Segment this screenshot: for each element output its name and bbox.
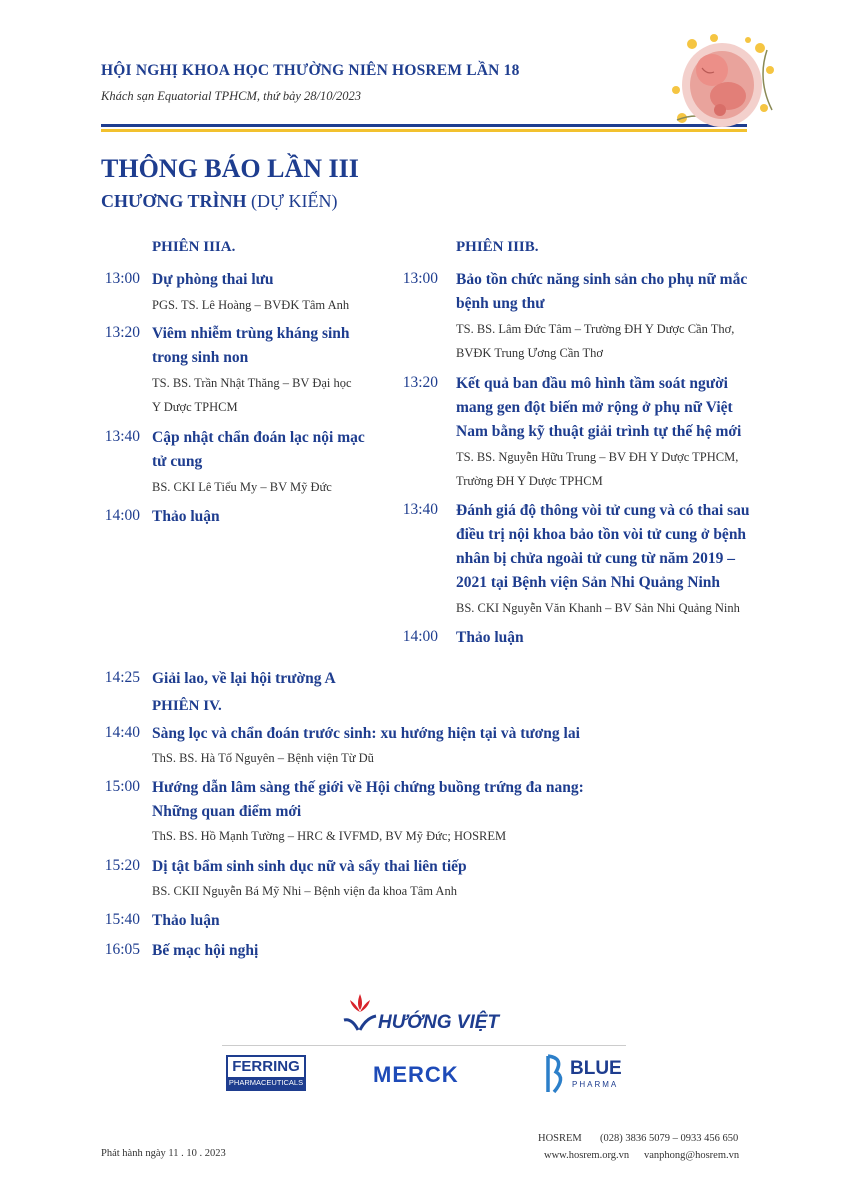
session-b-item-time: 13:20 xyxy=(402,374,438,391)
session-b-item-speaker: Trường ĐH Y Dược TPHCM xyxy=(456,474,603,488)
program-title xyxy=(101,191,337,212)
session-b-item-title: Nam bằng kỹ thuật giải trình tự thế hệ mới xyxy=(456,423,742,440)
session-b-item-title: Thảo luận xyxy=(456,629,524,646)
session-iv-title: PHIÊN IV. xyxy=(152,698,222,714)
conference-title: HỘI NGHỊ KHOA HỌC THƯỜNG NIÊN HOSREM LẦN 18 xyxy=(101,62,520,79)
session-c-item-time: 14:40 xyxy=(104,724,140,741)
session-b-item-speaker: TS. BS. Nguyễn Hữu Trung – BV ĐH Y Dược TPHCM, xyxy=(456,450,739,464)
footer-phone: (028) 3836 5079 – 0933 456 650 xyxy=(600,1133,739,1144)
session-b-item-time: 14:00 xyxy=(402,628,438,645)
header-rule-blue xyxy=(101,124,747,127)
blue-pharma-icon xyxy=(538,1052,568,1096)
session-b-item-speaker: TS. BS. Lâm Đức Tâm – Trường ĐH Y Dược Cần Thơ, xyxy=(456,322,735,336)
break-time: 14:25 xyxy=(104,669,140,686)
session-a-item-title: trong sinh non xyxy=(152,349,249,366)
session-c-item-title: Bế mạc hội nghị xyxy=(152,942,259,959)
session-c-item-speaker: ThS. BS. Hồ Mạnh Tường – HRC & IVFMD, BV Mỹ Đức; HOSREM xyxy=(152,829,507,843)
break-title: Giải lao, về lại hội trường A xyxy=(152,670,336,687)
conference-venue-date: Khách sạn Equatorial TPHCM, thứ bảy 28/10/2023 xyxy=(101,89,361,103)
session-b-item-speaker: BVĐK Trung Ương Cần Thơ xyxy=(456,346,604,360)
session-a-item-title: tử cung xyxy=(152,453,203,470)
sponsor-divider xyxy=(222,1045,626,1046)
fetus-illustration xyxy=(662,30,782,135)
session-a-item-speaker: TS. BS. Trần Nhật Thăng – BV Đại học xyxy=(152,376,352,390)
session-c-item-speaker: BS. CKII Nguyễn Bá Mỹ Nhi – Bệnh viện đa khoa Tâm Anh xyxy=(152,884,457,898)
huong-viet-flame-icon xyxy=(338,990,382,1034)
ferring-wordmark: FERRING xyxy=(232,1058,300,1075)
session-a-item-title: Thảo luận xyxy=(152,508,220,525)
footer-org: HOSREM xyxy=(538,1133,582,1144)
session-a-item-time: 13:40 xyxy=(104,428,140,445)
ferring-subtitle: PHARMACEUTICALS xyxy=(228,1078,304,1087)
program-label: CHƯƠNG TRÌNH xyxy=(101,191,247,211)
header-rule-gold xyxy=(101,129,747,132)
session-a-item-speaker: PGS. TS. Lê Hoàng – BVĐK Tâm Anh xyxy=(152,298,350,312)
session-b-item-title: 2021 tại Bệnh viện Sản Nhi Quảng Ninh xyxy=(456,574,721,591)
session-b-item-title: Đánh giá độ thông vòi tử cung và có thai sau xyxy=(456,502,750,519)
session-a-item-title: Cập nhật chẩn đoán lạc nội mạc xyxy=(152,429,365,446)
session-c-item-time: 15:40 xyxy=(104,911,140,928)
session-c-item-title: Thảo luận xyxy=(152,912,220,929)
session-c-item-time: 16:05 xyxy=(104,941,140,958)
session-b-item-title: mang gen đột biến mở rộng ở phụ nữ Việt xyxy=(456,399,733,416)
session-c-item-time: 15:00 xyxy=(104,778,140,795)
session-b-item-time: 13:00 xyxy=(402,270,438,287)
session-c-item-speaker: ThS. BS. Hà Tố Nguyên – Bệnh viện Từ Dũ xyxy=(152,751,374,765)
blue-pharma-wordmark: BLUE xyxy=(570,1058,622,1079)
session-iiia-title: PHIÊN IIIA. xyxy=(152,239,236,255)
blue-pharma-logo xyxy=(538,1052,628,1096)
footer-email-link[interactable]: vanphong@hosrem.vn xyxy=(644,1150,740,1161)
session-a-item-speaker: Y Dược TPHCM xyxy=(152,400,238,414)
ferring-logo xyxy=(226,1055,306,1091)
session-b-item-speaker: BS. CKI Nguyễn Văn Khanh – BV Sản Nhi Quảng Ninh xyxy=(456,601,740,615)
session-b-item-title: Kết quả ban đầu mô hình tầm soát người xyxy=(456,375,728,392)
program-note: (DỰ KIẾN) xyxy=(251,191,338,211)
session-c-item-title: Những quan điểm mới xyxy=(152,803,302,820)
session-b-item-title: bệnh ung thư xyxy=(456,295,545,312)
issue-date: Phát hành ngày 11 . 10 . 2023 xyxy=(101,1148,226,1159)
footer-website-link[interactable]: www.hosrem.org.vn xyxy=(544,1150,630,1161)
huong-viet-wordmark: HƯỚNG VIỆT xyxy=(378,1012,500,1033)
announcement-title: THÔNG BÁO LẦN III xyxy=(101,154,359,183)
merck-logo: MERCK xyxy=(373,1062,459,1087)
session-a-item-time: 13:20 xyxy=(104,324,140,341)
session-b-item-time: 13:40 xyxy=(402,501,438,518)
session-b-item-title: nhân bị chửa ngoài tử cung từ năm 2019 – xyxy=(456,550,735,567)
session-a-item-title: Dự phòng thai lưu xyxy=(152,271,274,288)
session-a-item-speaker: BS. CKI Lê Tiểu My – BV Mỹ Đức xyxy=(152,480,332,494)
session-b-item-title: điều trị nội khoa bảo tồn vòi tử cung ở bệnh xyxy=(456,526,747,543)
blue-pharma-subtitle: PHARMA xyxy=(572,1080,619,1089)
session-b-item-title: Bảo tồn chức năng sinh sản cho phụ nữ mắc xyxy=(456,271,748,288)
session-c-item-time: 15:20 xyxy=(104,857,140,874)
session-a-item-title: Viêm nhiễm trùng kháng sinh xyxy=(152,325,350,342)
session-iiib-title: PHIÊN IIIB. xyxy=(456,239,539,255)
session-c-item-title: Sàng lọc và chẩn đoán trước sinh: xu hướng hiện tại và tương lai xyxy=(152,725,580,742)
session-a-item-time: 13:00 xyxy=(104,270,140,287)
huong-viet-logo xyxy=(338,990,518,1036)
session-c-item-title: Hướng dẫn lâm sàng thế giới về Hội chứng buồng trứng đa nang: xyxy=(152,779,584,796)
session-a-item-time: 14:00 xyxy=(104,507,140,524)
session-c-item-title: Dị tật bẩm sinh sinh dục nữ và sẩy thai liên tiếp xyxy=(152,858,467,875)
